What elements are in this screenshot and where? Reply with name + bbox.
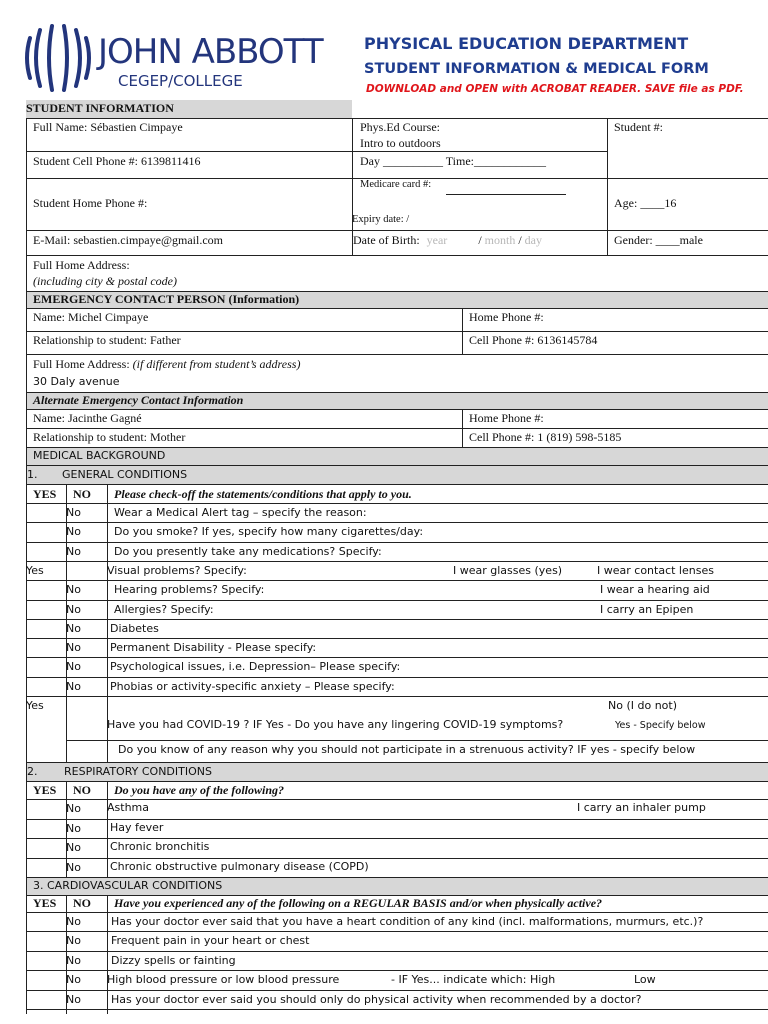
row-divider <box>26 931 768 932</box>
condition-question: Has your doctor ever said you should only do physical activity when recommended by a doctor? <box>111 992 642 1006</box>
student-home-phone[interactable]: Student Home Phone #: <box>33 196 148 210</box>
condition-question: Dizzy spells or fainting <box>111 953 236 967</box>
yes-column-header: YES <box>33 487 57 501</box>
condition-no-answer[interactable]: No <box>66 622 81 635</box>
condition-no-answer[interactable]: No <box>66 841 81 854</box>
cardio-title: 3. CARDIOVASCULAR CONDITIONS <box>33 879 223 892</box>
row-divider <box>26 912 768 913</box>
student-full-name[interactable]: Full Name: Sébastien Cimpaye <box>33 120 183 134</box>
condition-option[interactable]: I wear contact lenses <box>597 564 714 577</box>
respiratory-instructions: Do you have any of the following? <box>114 783 284 797</box>
covid-yes-answer[interactable]: Yes <box>26 699 44 712</box>
phys-course-label: Phys.Ed Course: <box>360 120 441 134</box>
phys-course-value[interactable]: Intro to outdoors <box>360 136 441 150</box>
emergency-address-label <box>33 357 300 372</box>
row-divider <box>26 580 768 581</box>
alternate-relationship[interactable]: Relationship to student: Mother <box>33 430 186 444</box>
dob-year[interactable]: year <box>426 233 448 247</box>
condition-option[interactable]: I carry an inhaler pump <box>577 801 706 814</box>
condition-no-answer[interactable]: No <box>66 660 81 673</box>
condition-no-answer[interactable]: No <box>66 973 81 987</box>
column-divider <box>107 895 108 1014</box>
condition-no-answer[interactable]: No <box>66 821 81 835</box>
condition-no-answer[interactable]: No <box>66 934 81 948</box>
medicare-card-label: Medicare card #: <box>360 179 432 190</box>
logo-subtitle: CEGEP/COLLEGE <box>118 72 243 90</box>
condition-yes-answer[interactable]: Yes <box>26 564 44 577</box>
student-section-title: STUDENT INFORMATION <box>26 101 174 115</box>
condition-question: Diabetes <box>110 622 159 635</box>
respiratory-title: RESPIRATORY CONDITIONS <box>64 765 212 778</box>
row-divider <box>26 838 768 839</box>
row-divider <box>26 561 768 562</box>
medicare-input-line[interactable] <box>446 194 566 195</box>
no-column-header: NO <box>73 783 91 797</box>
condition-option[interactable]: I wear a hearing aid <box>600 583 710 596</box>
condition-question: Hay fever <box>110 820 164 834</box>
course-day-time[interactable]: Day __________ Time:____________ <box>360 154 547 168</box>
condition-question: Permanent Disability - Please specify: <box>110 641 317 654</box>
condition-question: Allergies? Specify: <box>114 603 214 616</box>
row-divider <box>26 542 768 543</box>
student-cell-phone[interactable]: Student Cell Phone #: 6139811416 <box>33 154 201 168</box>
condition-no-answer[interactable]: No <box>66 583 81 596</box>
condition-no-answer[interactable]: No <box>66 860 81 874</box>
condition-question: Phobias or activity-specific anxiety – Please specify: <box>110 680 395 693</box>
logo-mark-icon <box>22 24 94 92</box>
row-divider <box>26 951 768 952</box>
dob-separator: / <box>518 233 522 247</box>
dob-label: Date of Birth: <box>353 233 420 247</box>
column-divider <box>107 781 108 877</box>
yes-column-header: YES <box>33 783 57 797</box>
general-number: 1. <box>27 468 38 481</box>
condition-no-answer[interactable]: No <box>66 506 81 519</box>
emergency-cell-phone[interactable]: Cell Phone #: 6136145784 <box>469 333 598 347</box>
home-address-note: (including city & postal code) <box>33 274 177 288</box>
condition-question: Chronic obstructive pulmonary disease (COPD) <box>110 859 369 873</box>
student-number-field[interactable]: Student #: <box>614 120 664 134</box>
condition-no-answer[interactable]: No <box>66 915 81 928</box>
alternate-home-phone[interactable]: Home Phone #: <box>469 411 544 425</box>
condition-no-answer[interactable]: No <box>66 992 81 1006</box>
row-divider <box>26 619 768 620</box>
general-title: GENERAL CONDITIONS <box>62 468 188 481</box>
condition-no-answer[interactable]: No <box>66 680 81 693</box>
respiratory-number: 2. <box>27 765 38 778</box>
condition-question: Has your doctor ever said that you have a heart condition of any kind (incl. malformations, murmurs, etc.)? <box>111 915 704 928</box>
emergency-address-value[interactable]: 30 Daly avenue <box>33 375 120 388</box>
condition-question: Chronic bronchitis <box>110 840 210 853</box>
emergency-home-phone[interactable]: Home Phone #: <box>469 310 544 324</box>
row-divider <box>26 970 768 971</box>
form-title: STUDENT INFORMATION & MEDICAL FORM <box>364 61 709 77</box>
download-note: DOWNLOAD and OPEN with ACROBAT READER. SAVE file as PDF. <box>366 83 744 95</box>
condition-question: Asthma <box>107 801 149 814</box>
college-logo <box>22 24 352 94</box>
row-divider <box>26 657 768 658</box>
condition-option[interactable]: I wear glasses (yes) <box>453 564 563 577</box>
dob-separator: / <box>478 233 482 247</box>
condition-option[interactable]: I carry an Epipen <box>600 603 694 616</box>
student-age[interactable]: Age: ____16 <box>614 196 677 210</box>
dob-day[interactable]: day <box>524 233 542 247</box>
row-divider <box>26 503 768 504</box>
logo-name: JOHN ABBOTT <box>98 32 323 72</box>
condition-question: Hearing problems? Specify: <box>114 583 265 596</box>
department-title: PHYSICAL EDUCATION DEPARTMENT <box>364 34 689 53</box>
emergency-relationship[interactable]: Relationship to student: Father <box>33 333 181 347</box>
row-divider <box>26 696 768 697</box>
general-instructions: Please check-off the statements/conditions that apply to you. <box>114 487 412 501</box>
strenuous-question: Do you know of any reason why you should not participate in a strenuous activity? IF yes - specify below <box>118 743 696 756</box>
emergency-section-title: EMERGENCY CONTACT PERSON (Information) <box>33 292 300 306</box>
medical-section-title: MEDICAL BACKGROUND <box>33 449 166 462</box>
condition-question: Do you smoke? If yes, specify how many cigarettes/day: <box>114 525 424 538</box>
no-column-header: NO <box>73 487 91 501</box>
alternate-cell-phone[interactable]: Cell Phone #: 1 (819) 598-5185 <box>469 430 622 444</box>
condition-no-answer[interactable]: No <box>66 953 81 967</box>
row-divider <box>66 740 768 741</box>
condition-option[interactable]: - IF Yes... indicate which: High <box>391 973 556 987</box>
condition-question: Psychological issues, i.e. Depression– Please specify: <box>110 660 401 673</box>
condition-no-answer[interactable]: No <box>66 802 81 815</box>
condition-question: Wear a Medical Alert tag – specify the reason: <box>114 506 367 519</box>
condition-question: Visual problems? Specify: <box>107 564 247 577</box>
student-gender[interactable]: Gender: ____male <box>614 233 703 247</box>
emergency-address-note: (if different from student’s address) <box>132 357 301 371</box>
condition-question: Frequent pain in your heart or chest <box>111 934 310 948</box>
date-of-birth[interactable] <box>353 233 542 248</box>
yes-column-header: YES <box>33 896 57 910</box>
row-divider <box>26 990 768 991</box>
medicare-expiry[interactable]: Expiry date: / <box>352 214 410 225</box>
row-divider <box>26 638 768 639</box>
condition-no-answer[interactable]: No <box>66 525 81 538</box>
dob-month[interactable]: month <box>484 233 516 247</box>
no-column-header: NO <box>73 896 91 910</box>
emergency-address-heading: Full Home Address: <box>33 357 130 371</box>
alternate-section-title: Alternate Emergency Contact Information <box>33 393 244 407</box>
condition-no-answer[interactable]: No <box>66 545 81 558</box>
home-address-label: Full Home Address: <box>33 258 130 272</box>
emergency-name[interactable]: Name: Michel Cimpaye <box>33 310 149 324</box>
row-divider <box>26 522 768 523</box>
condition-no-answer[interactable]: No <box>66 603 81 616</box>
covid-option-no[interactable]: No (I do not) <box>608 699 678 712</box>
condition-question: Do you presently take any medications? Specify: <box>114 545 382 558</box>
alternate-name[interactable]: Name: Jacinthe Gagné <box>33 411 142 425</box>
student-email[interactable]: E-Mail: sebastien.cimpaye@gmail.com <box>33 233 223 247</box>
row-divider <box>26 1009 768 1010</box>
covid-option-yes[interactable]: Yes - Specify below <box>615 720 706 731</box>
row-divider <box>26 677 768 678</box>
row-divider <box>26 600 768 601</box>
covid-question: Have you had COVID-19 ? IF Yes - Do you have any lingering COVID-19 symptoms? <box>107 718 564 731</box>
cardio-instructions: Have you experienced any of the following on a REGULAR BASIS and/or when physically active? <box>114 896 603 910</box>
condition-option[interactable]: Low <box>634 973 656 987</box>
condition-no-answer[interactable]: No <box>66 641 81 654</box>
condition-question: High blood pressure or low blood pressure <box>107 973 340 987</box>
row-divider <box>26 799 768 800</box>
